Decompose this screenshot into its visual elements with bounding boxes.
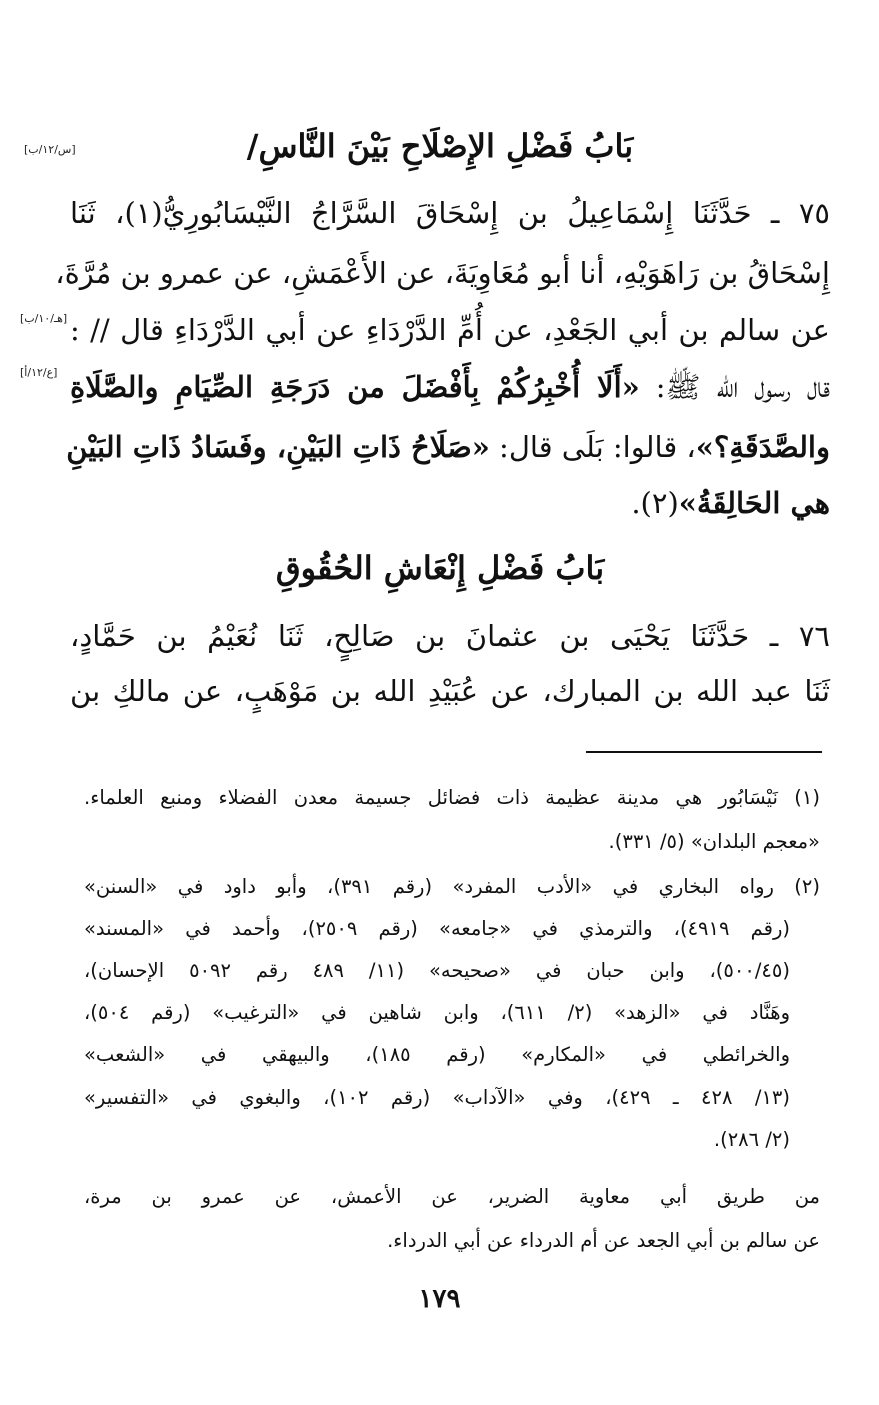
footnote-2-line-1: (٢) رواه البخاري في «الأدب المفرد» (رقم ٣٩١)، وأبو داود في «السنن»: [84, 875, 821, 898]
hadith-75-prophetic-text-3: «صَلَاحُ ذَاتِ البَيْنِ، وفَسَادُ ذَاتِ البَيْنِ: [66, 430, 490, 464]
footnote-2-line-7: (٢/ ٢٨٦).: [713, 1128, 790, 1151]
margin-reference-2: [هـ/١٠/ب]: [20, 312, 68, 325]
hadith-75-prophetic-text-4: هي الحَالِقَةُ»: [678, 486, 830, 520]
chapter-heading-reconciliation: بَابُ فَضْلِ الإِصْلَاحِ بَيْنَ النَّاسِ/: [246, 127, 634, 165]
footnote-separator: [586, 751, 822, 753]
margin-reference-3: [ع/١٢/أ]: [20, 366, 58, 379]
hadith-75-line-2: إِسْحَاقُ بن رَاهَوَيْهِ، أنا أبو مُعَاوِيَةَ، عن الأَعْمَشِ، عن عمرو بن مُرَّةَ،: [55, 256, 830, 290]
hadith-75-narration-intro: قال رسول الله ﷺ:: [639, 370, 831, 404]
footnote-1-line-1: (١) نَيْسَابُور هي مدينة عظيمة ذات فضائل جسيمة معدن الفضلاء ومنبع العلماء.: [84, 786, 820, 809]
hadith-76-line-2: ثَنَا عبد الله بن المبارك، عن عُبَيْدِ الله بن مَوْهَبٍ، عن مالكِ بن: [70, 674, 830, 708]
hadith-76-line-1: ٧٦ ـ حَدَّثَنَا يَحْيَى بن عثمانَ بن صَالِحٍ، ثَنَا نُعَيْمُ بن حَمَّادٍ،: [70, 619, 830, 653]
footnote-2-line-6: (١٣/ ٤٢٨ ـ ٤٢٩)، وفي «الآداب» (رقم ١٠٢)، والبغوي في «التفسير»: [84, 1086, 790, 1109]
hadith-75-line-4: [70, 364, 830, 410]
footnote-2-line-5: والخرائطي في «المكارم» (رقم ١٨٥)، والبيهقي في «الشعب»: [84, 1043, 790, 1066]
hadith-75-prophetic-text-1: «أَلَا أُخْبِرُكُمْ بِأَفْضَلَ من دَرَجَةِ الصِّيَامِ والصَّلَاةِ: [70, 370, 640, 404]
hadith-75-line-3: عن سالم بن أبي الجَعْدِ، عن أُمِّ الدَّرْدَاءِ عن أبي الدَّرْدَاءِ قال // :: [70, 313, 830, 347]
hadith-75-line-1: ٧٥ ـ حَدَّثَنَا إِسْمَاعِيلُ بن إِسْحَاقَ السَّرَّاجُ النَّيْسَابُورِيُّ(١)، ثَنَا: [70, 196, 830, 230]
chapter-heading-rights: بَابُ فَضْلِ إِنْعَاشِ الحُقُوقِ: [275, 549, 605, 587]
footnote-2-line-3: (٥٠٠/٤٥)، وابن حبان في «صحيحه» (١١/ ٤٨٩ رقم ٥٠٩٢ الإحسان)،: [84, 959, 790, 982]
footnote-2-line-9: عن سالم بن أبي الجعد عن أم الدرداء عن أبي الدرداء.: [387, 1229, 820, 1252]
footnote-2-line-2: (رقم ٤٩١٩)، والترمذي في «جامعه» (رقم ٢٥٠٩)، وأحمد في «المسند»: [84, 917, 790, 940]
page-number: ١٧٩: [418, 1284, 461, 1314]
hadith-75-prophetic-text-2: والصَّدَقَةِ؟»: [695, 430, 830, 464]
footnote-1-line-2: «معجم البلدان» (٥/ ٣٣١).: [608, 830, 820, 853]
margin-reference-1: [س/١٢/ب]: [24, 143, 76, 156]
footnote-2-line-8: من طريق أبي معاوية الضرير، عن الأعمش، عن عمرو بن مرة،: [84, 1185, 820, 1208]
footnote-2-line-4: وهَنَّاد في «الزهد» (٢/ ٦١١)، وابن شاهين في «الترغيب» (رقم ٥٠٤)،: [84, 1001, 790, 1024]
hadith-75-line-6: [70, 480, 830, 526]
hadith-75-line-5: [66, 424, 830, 470]
hadith-75-companions-reply: ، قالوا: بَلَى قال:: [489, 430, 696, 464]
hadith-75-footnote-marker: (٢).: [631, 486, 679, 520]
